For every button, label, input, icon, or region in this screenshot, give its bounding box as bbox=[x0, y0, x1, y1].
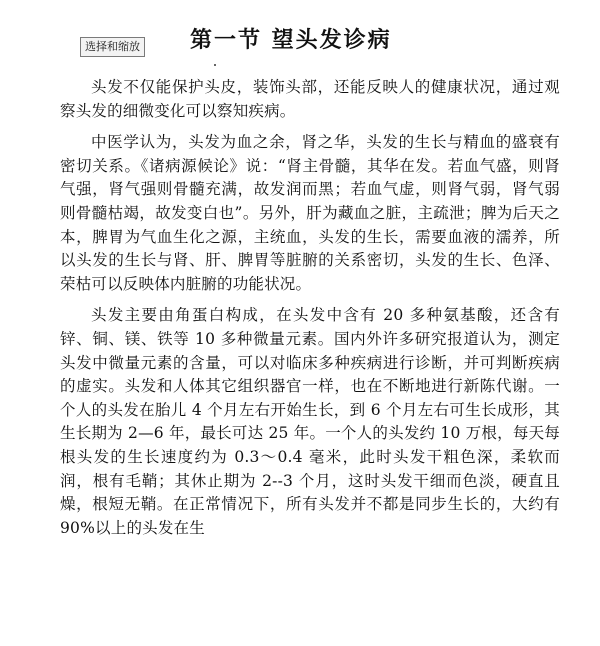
select-and-zoom-button[interactable]: 选择和缩放 bbox=[80, 37, 145, 57]
scan-speck bbox=[214, 64, 216, 66]
document-body bbox=[60, 76, 560, 540]
paragraph-2: 中医学认为，头发为血之余，肾之华，头发的生长与精血的盛衰有密切关系。《诸病源候论》说：“肾主骨髓，其华在发。若血气盛，则肾气强，肾气强则骨髓充满，故发润而黑；若血气虚，则肾气弱，肾气弱则骨髓枯竭，故发变白也”。另外，肝为藏血之脏，主疏泄；脾为后天之本，脾胃为气血生化之源，主统血，头发的生长，需要血液的濡养，所以头发的生长与肾、肝、脾胃等脏腑的关系密切，头发的生长、色泽、荣枯可以反映体内脏腑的功能状况。 bbox=[60, 133, 560, 293]
paragraph-1: 头发不仅能保护头皮，装饰头部，还能反映人的健康状况，通过观察头发的细微变化可以察知疾病。 bbox=[60, 78, 560, 120]
paragraph-3: 头发主要由角蛋白构成，在头发中含有 20 多种氨基酸，还含有锌、铜、镁、铁等 10 多种微量元素。国内外许多研究报道认为，测定头发中微量元素的含量，可以对临床多种疾病进行诊断，并可判断疾病的虚实。头发和人体其它组织器官一样，也在不断地进行新陈代谢。一个人的头发在胎儿 4 个月左右开始生长，到 6 个月左右可生长成形，其生长期为 2—6 年，最长可达 25 年。一个人的头发约 10 万根，每天每根头发的生长速度约为 0.3～0.4 毫米，此时头发干粗色深，柔软而润，根有毛鞘；其休止期为 2--3 个月，这时头发干细而色淡，硬直且燥，根短无鞘。在正常情况下，所有头发并不都是同步生长的，大约有 90%以上的头发在生 bbox=[60, 306, 560, 537]
section-title: 第一节 望头发诊病 bbox=[190, 27, 392, 53]
